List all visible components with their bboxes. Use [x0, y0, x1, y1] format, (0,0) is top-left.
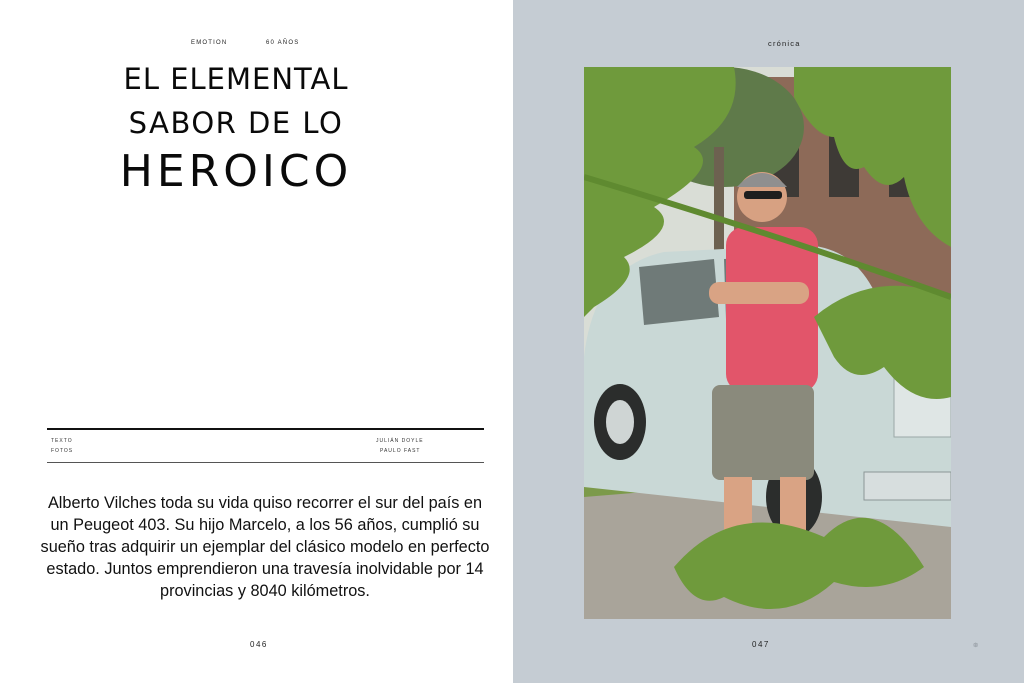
running-head-section: EMOTION	[191, 40, 228, 46]
title-line-1: EL ELEMENTAL	[123, 62, 349, 96]
feature-photo	[584, 67, 951, 619]
credits-top-rule	[47, 428, 484, 430]
title-line-3: HEROICO	[119, 146, 353, 197]
page-number-left: 046	[250, 640, 268, 649]
section-label: crónica	[768, 39, 801, 48]
title-line-2: SABOR DE LO	[128, 106, 344, 140]
shorts	[712, 385, 814, 480]
page-number-right: 047	[752, 640, 770, 649]
credit-text-author: JULIÁN DOYLE	[376, 438, 424, 444]
credit-photos-author: PAULO FAST	[380, 448, 421, 454]
lead-paragraph: Alberto Vilches toda su vida quiso recorrer el sur del país en un Peugeot 403. Su hijo Marcelo, a los 56 años, cumplió su sueño tras adquirir un ejemplar del clásico modelo en perfecto estado. Juntos emprendieron una travesía inolvidable por 14 provincias y 8040 kilómetros.	[40, 494, 490, 600]
corner-mark: ᪥	[973, 642, 979, 649]
photo-illustration	[584, 67, 951, 619]
credit-photos-label: FOTOS	[51, 448, 74, 454]
credits-bottom-rule	[47, 462, 484, 463]
credit-text-label: TEXTO	[51, 438, 73, 444]
running-head-issue: 60 AÑOS	[266, 40, 300, 46]
pink-shirt	[726, 227, 818, 392]
